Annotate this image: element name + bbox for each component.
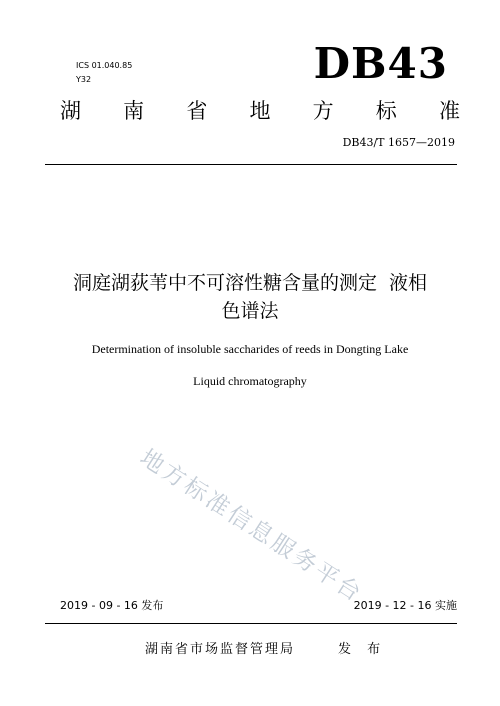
issuer-char: 地	[249, 99, 271, 123]
chinese-title-line2: 色谱法	[221, 300, 279, 322]
ccs-code: Y32	[76, 75, 92, 84]
issuer-char: 南	[123, 99, 145, 123]
bottom-divider	[45, 623, 457, 624]
publish-date: 2019 - 09 - 16 发布	[60, 599, 164, 612]
issuer-char: 湖	[60, 99, 81, 123]
issuer-char: 准	[438, 99, 460, 123]
db-logo: DB43	[313, 39, 448, 88]
publisher-name: 湖南省市场监督管理局	[145, 642, 296, 657]
issuer-char: 省	[186, 99, 208, 123]
issuer-title	[60, 96, 460, 126]
top-divider	[45, 164, 457, 165]
publish-label: 发 布	[338, 642, 387, 657]
chinese-title-line1: 洞庭湖荻苇中不可溶性糖含量的测定 液相	[72, 272, 428, 294]
ics-code: ICS 01.040.85	[76, 61, 133, 70]
issuer-char: 标	[375, 99, 397, 123]
english-title: Determination of insoluble saccharides of reeds in Dongting Lake	[91, 342, 409, 356]
english-subtitle: Liquid chromatography	[193, 374, 307, 388]
implement-date: 2019 - 12 - 16 实施	[353, 599, 457, 612]
issuer-char: 方	[312, 99, 334, 123]
standard-number: DB43/T 1657—2019	[342, 136, 455, 149]
watermark-text: 地方标准信息服务平台	[135, 444, 368, 609]
chinese-title	[30, 269, 470, 325]
